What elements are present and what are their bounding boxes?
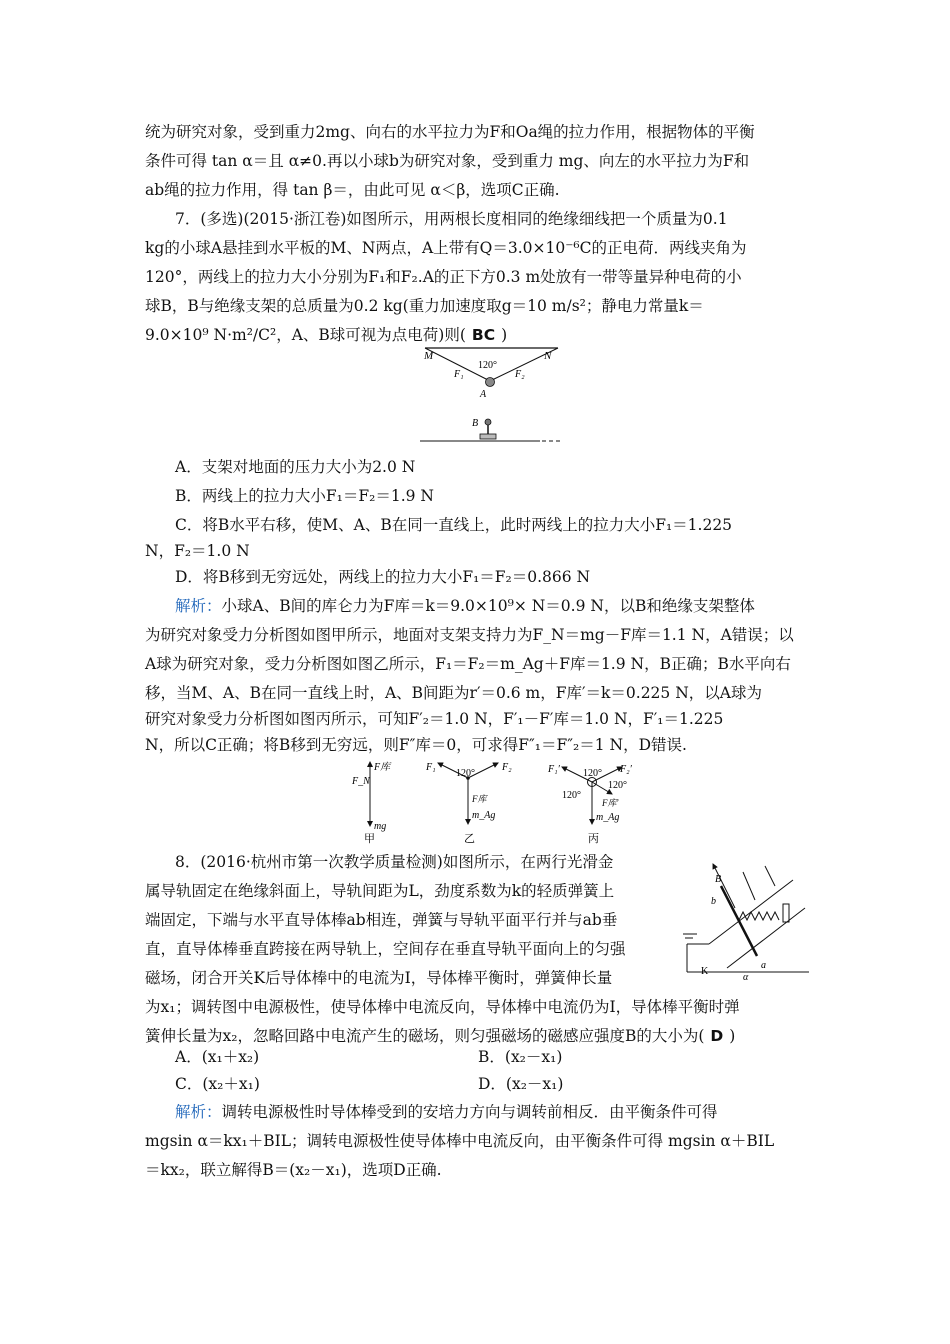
q7-analysis-line-1 [175, 596, 835, 616]
q8-option-c: C．(x₂＋x₁) [175, 1075, 260, 1093]
q7-option-d: D．将B移到无穷远处，两线上的拉力大小F₁＝F₂＝0.866 N [175, 568, 591, 586]
q8-option-b: B．(x₂－x₁) [478, 1048, 563, 1066]
bing-fku: F库′ [602, 798, 619, 808]
yi-caption: 乙 [464, 833, 475, 845]
label-alpha: α [743, 972, 749, 983]
q8-line-2: 属导轨固定在绝缘斜面上，导轨间距为L，劲度系数为k的轻质弹簧上 [145, 882, 615, 900]
q7-analysis-line-5: 研究对象受力分析图如图丙所示，可知F′₂＝1.0 N，F′₁－F′库＝1.0 N，F′₁＝1.225 [145, 710, 724, 728]
label-n: N [544, 350, 552, 362]
force-diagrams [340, 758, 640, 846]
jia-fn: F_N [352, 776, 370, 787]
q7-analysis-line-2: 为研究对象受力分析图如图甲所示，地面对支架支持力为F_N＝mg－F库＝1.1 N，A错误；以 [145, 626, 794, 644]
q7-analysis-label: 解析： [175, 597, 222, 615]
q8-line-7 [145, 1026, 805, 1046]
bing-angle-right: 120° [608, 780, 627, 791]
q8-analysis-label: 解析： [175, 1103, 222, 1121]
q8-line-3: 端固定，下端与水平直导体棒ab相连，弹簧与导轨平面平行并与ab垂 [145, 911, 618, 929]
q8-analysis-line-1 [175, 1102, 835, 1122]
q7-option-c-line-1: C．将B水平右移，使M、A、B在同一直线上，此时两线上的拉力大小F₁＝1.225 [175, 516, 733, 534]
jia-fku: F库 [374, 762, 391, 773]
bing-caption: 丙 [588, 833, 599, 845]
q7-analysis-line-4: 移，当M、A、B在同一直线上时，A、B间距为r′＝0.6 m，F库′＝k＝0.225 N，以A球为 [145, 684, 762, 702]
q8-close-paren: ) [729, 1027, 736, 1045]
q8-analysis-line-2: mgsin α＝kx₁＋BIL；调转电源极性使导体棒中电流反向，由平衡条件可得 mgsin α＋BIL [145, 1132, 775, 1150]
bing-f2: F₂′ [620, 764, 632, 775]
label-angle: 120° [478, 360, 497, 371]
q7-analysis-text-1: 小球A、B间的库仑力为F库＝k＝9.0×10⁹× N＝0.9 N，以B和绝缘支架整体 [221, 597, 755, 615]
q7-close-paren: ) [501, 326, 508, 344]
label-b-end: b [711, 896, 716, 907]
q7-option-b: B．两线上的拉力大小F₁＝F₂＝1.9 N [175, 487, 434, 505]
label-a-end: a [761, 960, 766, 971]
q7-stem-end: 9.0×10⁹ N·m²/C²，A、B球可视为点电荷)则( [145, 326, 466, 344]
q7-line-3: 120°，两线上的拉力大小分别为F₁和F₂.A的正下方0.3 m处放有一带等量异种电荷的小 [145, 268, 742, 286]
q7-line-5 [145, 325, 805, 345]
intro-line-2: 条件可得 tan α＝且 α≠0.再以小球b为研究对象，受到重力 mg、向左的水平拉力为F和 [145, 152, 750, 170]
q8-stem-end: 簧伸长量为x₂，忽略回路中电流产生的磁场，则匀强磁场的磁感应强度B的大小为( [145, 1027, 705, 1045]
q8-line-1: 8．(2016·杭州市第一次教学质量检测)如图所示，在两行光滑金 [175, 853, 614, 871]
label-m: M [424, 350, 434, 362]
q8-line-4: 直，直导体棒垂直跨接在两导轨上，空间存在垂直导轨平面向上的匀强 [145, 940, 626, 958]
intro-line-3: ab绳的拉力作用，得 tan β＝，由此可见 α＜β，选项C正确. [145, 181, 560, 199]
bing-angle-top: 120° [583, 768, 602, 779]
q8-figure [683, 860, 811, 984]
bing-mag: m_Ag [596, 812, 620, 823]
ball-a [486, 378, 495, 387]
q7-line-1: 7．(多选)(2015·浙江卷)如图所示，用两根长度相同的绝缘细线把一个质量为0.1 [175, 210, 728, 228]
q8-analysis-line-3: ＝kx₂，联立解得B＝(x₂－x₁)，选项D正确. [145, 1161, 442, 1179]
label-f1: F₁ [454, 369, 464, 380]
label-k: K [701, 966, 709, 977]
q8-line-6: 为x₁；调转图中电源极性，使导体棒中电流反向，导体棒中电流仍为I，导体棒平衡时弹 [145, 998, 740, 1016]
yi-f2: F₂ [502, 762, 512, 773]
q7-figure [420, 345, 565, 447]
q7-line-2: kg的小球A悬挂到水平板的M、N两点，A上带有Q＝3.0×10⁻⁶C的正电荷．两线夹角为 [145, 239, 747, 257]
q7-analysis-line-6: N，所以C正确；将B移到无穷远，则F″库＝0，可求得F″₁＝F″₂＝1 N，D错误. [145, 736, 687, 754]
ball-b [485, 419, 491, 425]
q8-analysis-text-1: 调转电源极性时导体棒受到的安培力方向与调转前相反．由平衡条件可得 [221, 1103, 718, 1121]
figure-yi [425, 762, 512, 845]
label-a: A [480, 389, 487, 400]
figure-bing [547, 764, 633, 845]
q7-option-a: A．支架对地面的压力大小为2.0 N [175, 458, 416, 476]
q8-line-5: 磁场，闭合开关K后导体棒中的电流为I，导体棒平衡时，弹簧伸长量 [145, 969, 613, 987]
figure-jia [351, 761, 392, 845]
yi-fku: F库 [472, 794, 487, 804]
q7-option-c-line-2: N，F₂＝1.0 N [145, 542, 250, 560]
q8-option-a: A．(x₁＋x₂) [175, 1048, 260, 1066]
q7-answer: BC [471, 326, 496, 344]
intro-line-1: 统为研究对象，受到重力2mg、向右的水平拉力为F和Oa绳的拉力作用，根据物体的平衡 [145, 123, 755, 141]
yi-mag: m_Ag [472, 810, 496, 821]
label-b-field: B [715, 874, 722, 885]
spring [739, 912, 779, 920]
yi-angle: 120° [456, 768, 475, 779]
label-f2: F₂ [515, 369, 525, 380]
q7-analysis-line-3: A球为研究对象，受力分析图如图乙所示，F₁＝F₂＝m_Ag＋F库＝1.9 N，B正确；B水平向右 [145, 655, 791, 673]
label-b: B [472, 418, 479, 429]
yi-f1: F₁ [426, 762, 436, 773]
jia-mg: mg [374, 821, 387, 832]
insulating-stand [480, 434, 496, 439]
q8-option-d: D．(x₂－x₁) [478, 1075, 564, 1093]
jia-caption: 甲 [364, 833, 375, 845]
conductor-rod [721, 886, 757, 956]
bing-f1: F₁′ [548, 764, 560, 775]
q7-line-4: 球B，B与绝缘支架的总质量为0.2 kg(重力加速度取g＝10 m/s²；静电力常量k＝ [145, 297, 704, 315]
bing-angle-left: 120° [562, 790, 581, 801]
q8-answer: D [710, 1027, 724, 1045]
